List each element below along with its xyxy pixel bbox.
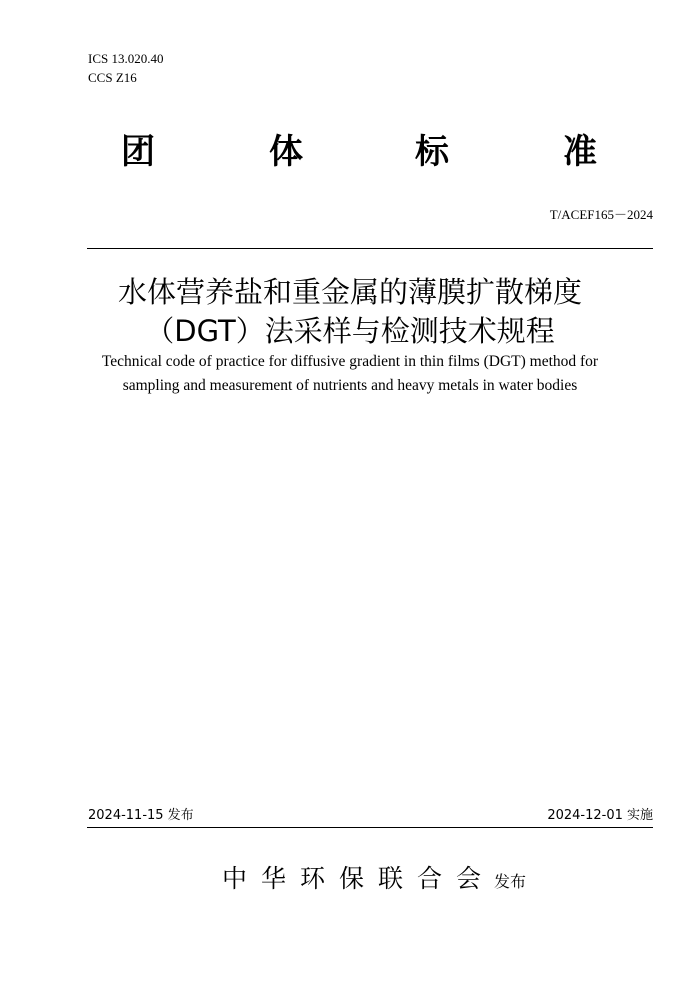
- document-type-char-2: 体: [269, 132, 303, 172]
- document-type-char-3: 标: [415, 132, 449, 172]
- publish-label: 发布: [494, 872, 527, 891]
- title-chinese-line-2: （DGT）法采样与检测技术规程: [145, 314, 555, 348]
- title-english-line-2: sampling and measurement of nutrients and heavy metals in water bodies: [122, 377, 578, 394]
- title-english-line-1: Technical code of practice for diffusive gradient in thin films (DGT) method for: [101, 353, 599, 370]
- title-chinese-line-1: 水体营养盐和重金属的薄膜扩散梯度: [117, 275, 582, 309]
- ccs-code: CCS Z16: [88, 70, 137, 85]
- issuing-organization: 中华环保联合会: [222, 864, 496, 893]
- effective-date: 2024-12-01 实施: [547, 808, 653, 823]
- standard-number: T/ACEF165－2024: [549, 207, 653, 222]
- ics-code: ICS 13.020.40: [88, 51, 164, 66]
- publish-date: 2024-11-15 发布: [88, 808, 194, 823]
- bottom-divider: [87, 827, 653, 828]
- document-type-char-1: 团: [121, 132, 155, 172]
- document-type-char-4: 准: [563, 132, 597, 172]
- top-divider: [87, 248, 653, 249]
